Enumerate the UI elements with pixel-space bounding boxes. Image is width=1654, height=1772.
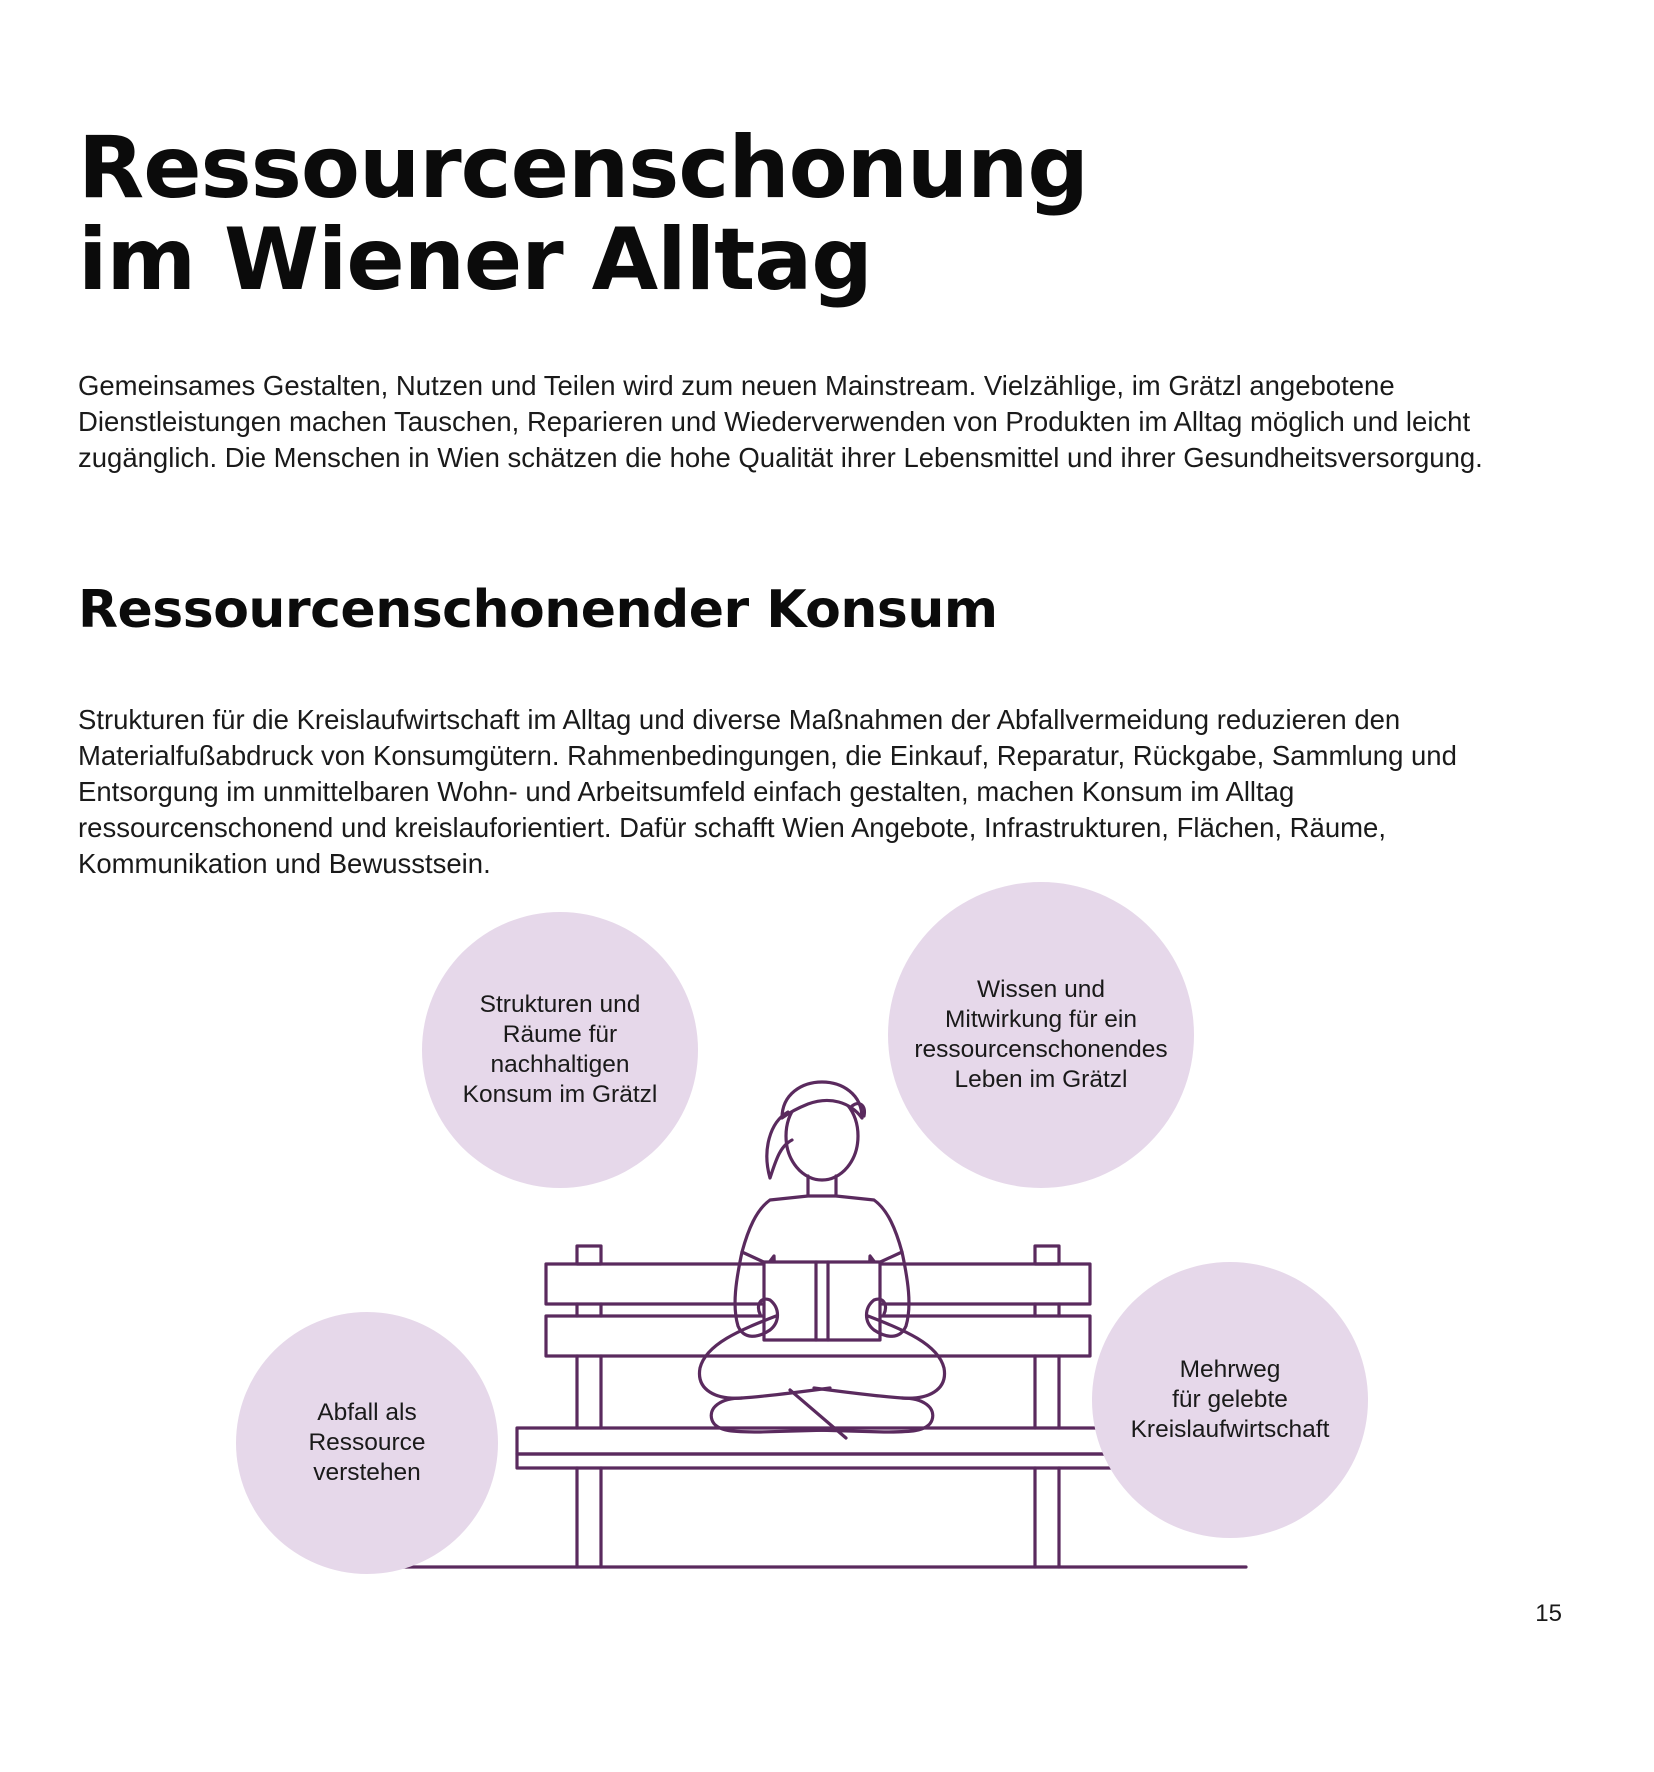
bubble-structures-label: Strukturen und Räume für nachhaltigen Konsum im Grätzl [462,991,658,1108]
bench-post-cap-left [577,1246,601,1264]
bubble-knowledge-label: Wissen und Mitwirkung für ein ressourcenschonendes Leben im Grätzl [914,976,1168,1093]
intro-paragraph: Gemeinsames Gestalten, Nutzen und Teilen wird zum neuen Mainstream. Vielzählige, im Grätzl angebotene Dienstleistungen machen Tauschen, Reparieren und Wiederverwenden von Produkten im Alltag möglich und leicht zugänglich. Die Menschen in Wien schätzen die hohe Qualität ihrer Lebensmittel und ihrer Gesundheitsversorgung. [78,370,1483,473]
page-title [78,118,1178,310]
section-title: Ressourcenschonender Konsum [78,580,998,640]
bubble-reuse [1092,1262,1368,1538]
section-paragraph: Strukturen für die Kreislaufwirtschaft im Alltag und diverse Maßnahmen der Abfallvermeidung reduzieren den Materialfußabdruck von Konsumgütern. Rahmenbedingungen, die Einkauf, Reparatur, Rückgabe, Sammlung und Entsorgung im unmittelbaren Wohn- und Arbeitsumfeld einfach gestalten, machen Konsum im Alltag ressourcenschonend und kreislauforientiert. Dafür schafft Wien Angebote, Infrastrukturen, Flächen, Räume, Kommunikation und Bewusstsein. [78,704,1457,879]
bubble-structures [422,912,698,1188]
page-title-line-1: Ressourcenschonung [78,118,1088,218]
bench-illustration [0,860,1654,1600]
bubble-knowledge [888,882,1194,1188]
bubble-reuse-label: Mehrweg für gelebte Kreislaufwirtschaft [1130,1356,1330,1443]
bench-seat-front [517,1454,1117,1468]
bubble-waste-label: Abfall als Ressource verstehen [308,1399,426,1486]
page-number: 15 [1535,1600,1562,1627]
page-title-line-2: im Wiener Alltag [78,210,872,310]
bench-post-cap-right [1035,1246,1059,1264]
bubble-waste [236,1312,498,1574]
